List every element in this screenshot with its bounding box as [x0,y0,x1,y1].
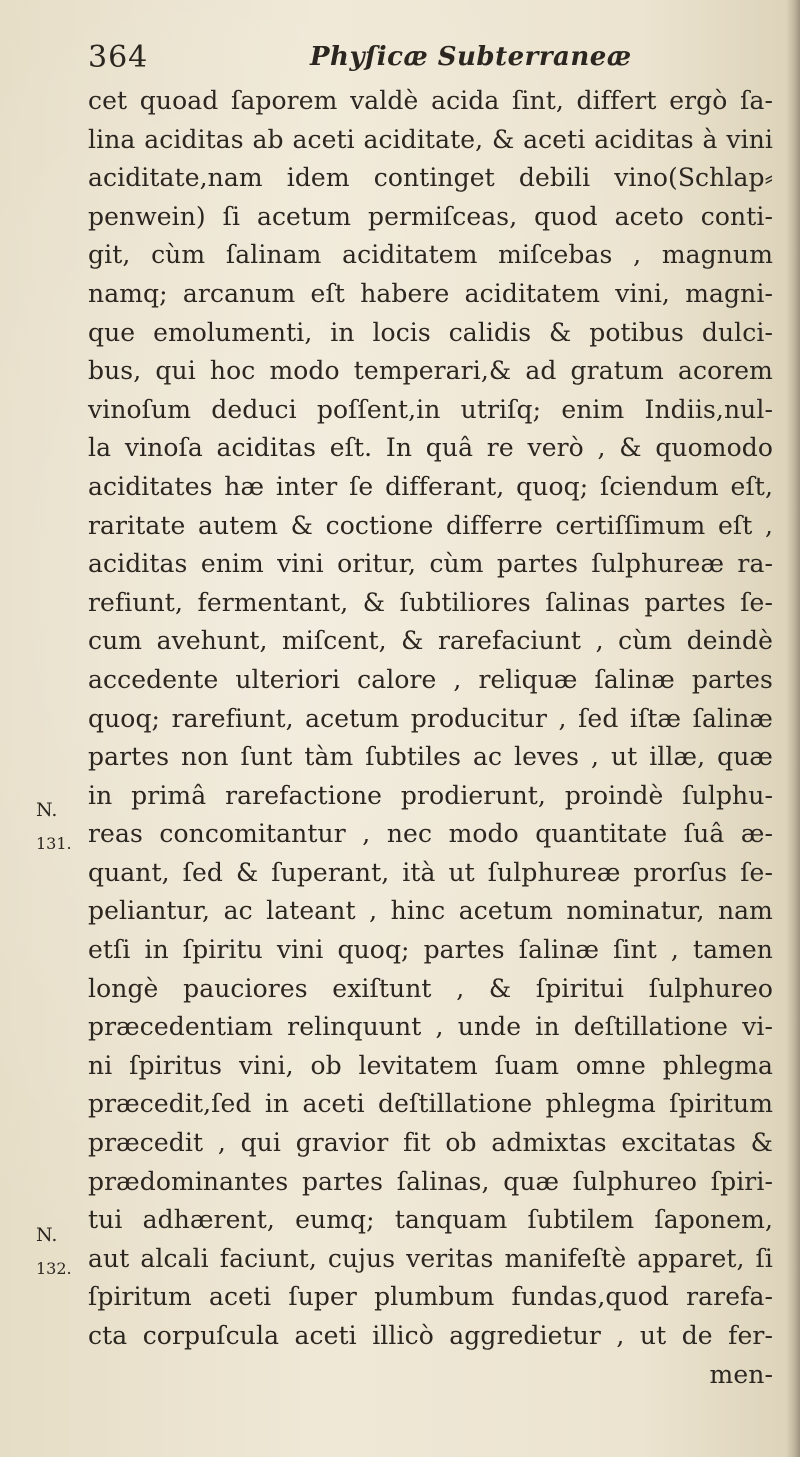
text-line: etſi in ſpiritu vini quoq; partes ſalinæ ſint , tamen [88,935,773,965]
text-line: raritate autem & coctione differre certiſſimum eſt , [88,510,773,540]
text-line: men- [709,1359,773,1389]
text-line: in primâ rarefactione prodierunt, proindè ſulphu- [88,780,773,810]
margin-note-label: N. [36,1224,58,1246]
margin-note-number: 131. [36,834,72,853]
text-line: præcedit , qui gravior fit ob admixtas excitatas & [88,1128,773,1158]
text-line: namq; arcanum eſt habere aciditatem vini, magni- [88,278,773,308]
text-line: aciditas enim vini oritur, cùm partes ſulphureæ ra- [88,549,773,579]
text-line: la vinoſa aciditas eſt. In quâ re verò , & quomodo [88,433,773,463]
text-line: cum avehunt, miſcent, & rarefaciunt , cùm deindè [88,626,773,656]
page-number: 364 [88,40,149,75]
text-line: quant, ſed & ſuperant, ità ut ſulphureæ prorſus ſe- [88,857,773,887]
text-line: ni ſpiritus vini, ob levitatem ſuam omne phlegma [88,1050,773,1080]
running-head [88,40,688,80]
text-line: partes non ſunt tàm ſubtiles ac leves , ut illæ, quæ [88,742,773,772]
margin-note-132 [36,1218,76,1286]
text-line: reas concomitantur , nec modo quantitate ſuâ æ- [88,819,773,849]
text-line: accedente ulteriori calore , reliquæ ſalinæ partes [88,664,773,694]
running-title: Phyſicæ Subterraneæ [310,42,632,72]
text-line: ſpiritum aceti ſuper plumbum fundas,quod rarefa- [88,1282,773,1312]
text-line: git, cùm ſalinam aciditatem miſcebas , magnum [88,240,773,270]
text-line: prædominantes partes ſalinas, quæ ſulphureo ſpiri- [88,1166,773,1196]
text-line: que emolumenti, in locis calidis & potibus dulci- [88,317,773,347]
text-line: refiunt, fermentant, & ſubtiliores ſalinas partes ſe- [88,587,773,617]
text-line: quoq; rarefiunt, acetum producitur , ſed iſtæ ſalinæ [88,703,773,733]
body-text [88,82,773,1394]
text-line: aut alcali faciunt, cujus veritas manifeſtè apparet, ſi [88,1243,773,1273]
text-line: aciditate,nam idem continget debili vino(Schlap⸗ [88,163,773,193]
margin-note-label: N. [36,799,58,821]
margin-note-number: 132. [36,1259,72,1278]
text-line: peliantur, ac lateant , hinc acetum nominatur, nam [88,896,773,926]
page-gutter-shadow [786,0,800,1457]
margin-note-131 [36,793,76,861]
text-line: bus, qui hoc modo temperari,& ad gratum acorem [88,356,773,386]
text-line: præcedentiam relinquunt , unde in deſtillatione vi- [88,1012,773,1042]
text-line: aciditates hæ inter ſe differant, quoq; ſciendum eſt, [88,471,773,501]
text-line: longè pauciores exiſtunt , & ſpiritui ſulphureo [88,973,773,1003]
text-line: lina aciditas ab aceti aciditate, & aceti aciditas à vini [88,124,773,154]
text-line: penwein) ſi acetum permiſceas, quod aceto conti- [88,201,773,231]
text-line: cta corpuſcula aceti illicò aggredietur , ut de fer- [88,1321,773,1350]
text-line: cet quoad ſaporem valdè acida ſint, differt ergò ſa- [88,86,773,115]
text-line: præcedit,ſed in aceti deſtillatione phlegma ſpiritum [88,1089,773,1119]
text-line: vinoſum deduci poſſent,in utriſq; enim Indiis,nul- [88,394,773,424]
text-line: tui adhærent, eumq; tanquam ſubtilem ſaponem, [88,1205,773,1235]
